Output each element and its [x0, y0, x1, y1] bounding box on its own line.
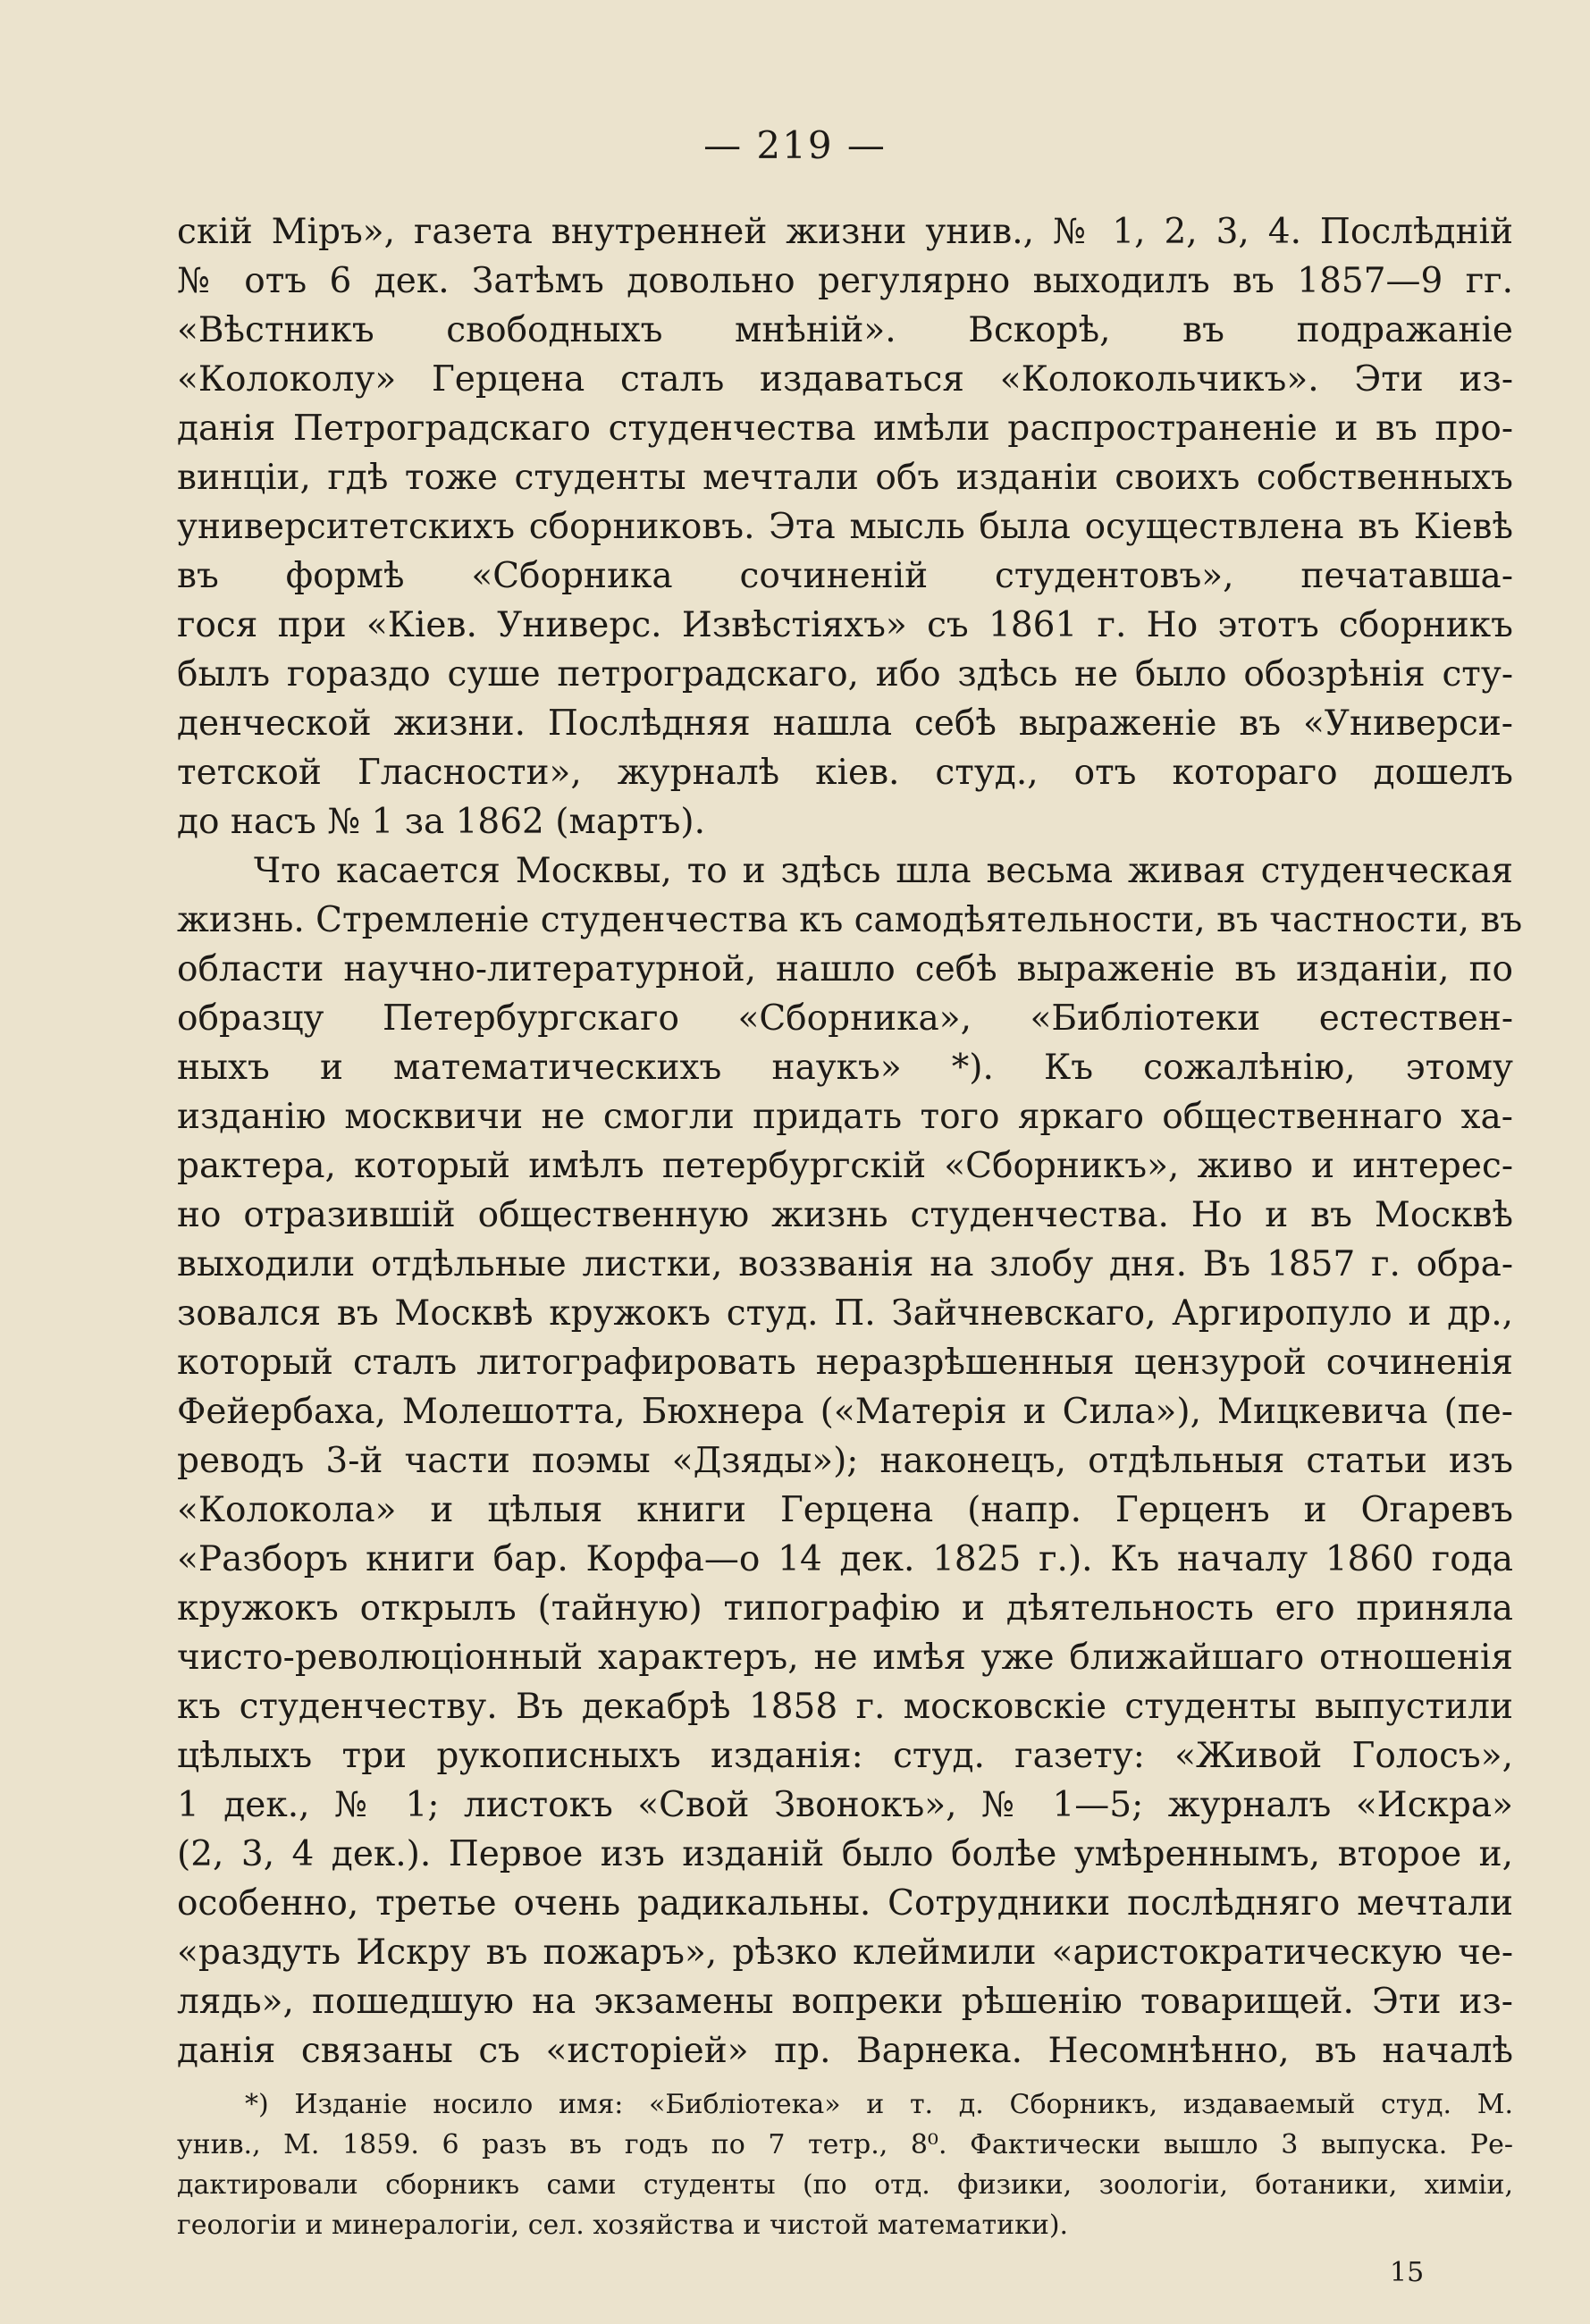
text-line: винціи, гдѣ тоже студенты мечтали объ изданіи своихъ собственныхъ — [177, 458, 1513, 498]
body-text — [177, 207, 1523, 2076]
text-line: цѣлыхъ три рукописныхъ изданія: студ. газету: «Живой Голосъ», — [177, 1736, 1513, 1776]
text-line: но отразившій общественную жизнь студенчества. Но и въ Москвѣ — [177, 1195, 1513, 1235]
text-line: лядь», пошедшую на экзамены вопреки рѣшенію товарищей. Эти из- — [177, 1982, 1513, 2022]
paragraph-start-line: Что касается Москвы, то и здѣсь шла весьма живая студенческая — [254, 851, 1513, 891]
footnote-line: унив., М. 1859. 6 разъ въ годъ по 7 тетр., 8⁰. Фактически вышло 3 выпуска. Ре- — [177, 2129, 1513, 2160]
text-line: зовался въ Москвѣ кружокъ студ. П. Зайчневскаго, Аргиропуло и др., — [177, 1293, 1513, 1334]
footnote-divider — [177, 2074, 1513, 2075]
signature-mark: 15 — [1390, 2257, 1425, 2288]
page-number: — 219 — — [703, 123, 887, 167]
text-line: 1 дек., № 1; листокъ «Свой Звонокъ», № 1—5; журналъ «Искра» — [177, 1785, 1513, 1825]
text-line: въ формѣ «Сборника сочиненій студентовъ», печатавша- — [177, 556, 1513, 596]
text-line: къ студенчеству. Въ декабрѣ 1858 г. московскіе студенты выпустили — [177, 1687, 1513, 1727]
footnotes — [177, 2084, 1513, 2245]
text-line: реводъ 3-й части поэмы «Дзяды»); наконецъ, отдѣльныя статьи изъ — [177, 1441, 1513, 1481]
text-line: образцу Петербургскаго «Сборника», «Библіотеки естествен- — [177, 998, 1513, 1039]
text-line: № отъ 6 дек. Затѣмъ довольно регулярно выходилъ въ 1857—9 гг. — [177, 261, 1513, 301]
footnote-line: дактировали сборникъ сами студенты (по отд. физики, зоологіи, ботаники, химіи, — [177, 2169, 1513, 2201]
text-line: былъ гораздо суше петроградскаго, ибо здѣсь не было обозрѣнія сту- — [177, 654, 1513, 695]
text-line: рактера, который имѣлъ петербургскій «Сборникъ», живо и интерес- — [177, 1146, 1513, 1186]
text-line: до насъ № 1 за 1862 (мартъ). — [177, 802, 706, 842]
footnote-line: *) Изданіе носило имя: «Библіотека» и т. д. Сборникъ, издаваемый студ. М. — [245, 2089, 1513, 2120]
text-line: жизнь. Стремленіе студенчества къ самодѣятельности, въ частности, въ — [177, 900, 1523, 940]
text-line: тетской Гласности», журналѣ кіев. студ., отъ котораго дошелъ — [177, 753, 1513, 793]
text-line: университетскихъ сборниковъ. Эта мысль была осуществлена въ Кіевѣ — [177, 507, 1513, 547]
text-line: выходили отдѣльные листки, воззванія на злобу дня. Въ 1857 г. обра- — [177, 1244, 1513, 1284]
text-line: гося при «Кіев. Универс. Извѣстіяхъ» съ 1861 г. Но этотъ сборникъ — [177, 605, 1513, 645]
text-line: который сталъ литографировать неразрѣшенныя цензурой сочиненія — [177, 1343, 1513, 1383]
text-line: ныхъ и математическихъ наукъ» *). Къ сожалѣнію, этому — [177, 1048, 1513, 1088]
text-line: скій Міръ», газета внутренней жизни унив., № 1, 2, 3, 4. Послѣдній — [177, 212, 1513, 252]
text-line: «раздуть Искру въ пожаръ», рѣзко клеймили «аристократическую че- — [177, 1932, 1513, 1973]
text-line: особенно, третье очень радикальны. Сотрудники послѣдняго мечтали — [177, 1883, 1513, 1924]
text-line: «Вѣстникъ свободныхъ мнѣній». Вскорѣ, въ подражаніе — [177, 310, 1513, 350]
text-line: «Колоколу» Герцена сталъ издаваться «Колокольчикъ». Эти из- — [177, 359, 1513, 400]
text-line: денческой жизни. Послѣдняя нашла себѣ выраженіе въ «Универси- — [177, 703, 1513, 744]
text-line: (2, 3, 4 дек.). Первое изъ изданій было болѣе умѣреннымъ, второе и, — [177, 1834, 1513, 1874]
text-line: «Колокола» и цѣлыя книги Герцена (напр. Герценъ и Огаревъ — [177, 1490, 1513, 1530]
text-line: Фейербаха, Молешотта, Бюхнера («Матерія и Сила»), Мицкевича (пе- — [177, 1392, 1513, 1432]
text-line: изданію москвичи не смогли придать того яркаго общественнаго ха- — [177, 1097, 1513, 1137]
text-line: данія связаны съ «исторіей» пр. Варнека. Несомнѣнно, въ началѣ — [177, 2031, 1513, 2071]
text-line: чисто-революціонный характеръ, не имѣя уже ближайшаго отношенія — [177, 1638, 1513, 1678]
text-line: данія Петроградскаго студенчества имѣли распространеніе и въ про- — [177, 408, 1513, 449]
text-line: «Разборъ книги бар. Корфа—о 14 дек. 1825 г.). Къ началу 1860 года — [177, 1539, 1513, 1579]
footnote-line: геологіи и минералогіи, сел. хозяйства и чистой математики). — [177, 2210, 1069, 2241]
text-line: кружокъ открылъ (тайную) типографію и дѣятельность его приняла — [177, 1588, 1513, 1629]
text-line: области научно-литературной, нашло себѣ выраженіе въ изданіи, по — [177, 949, 1513, 989]
